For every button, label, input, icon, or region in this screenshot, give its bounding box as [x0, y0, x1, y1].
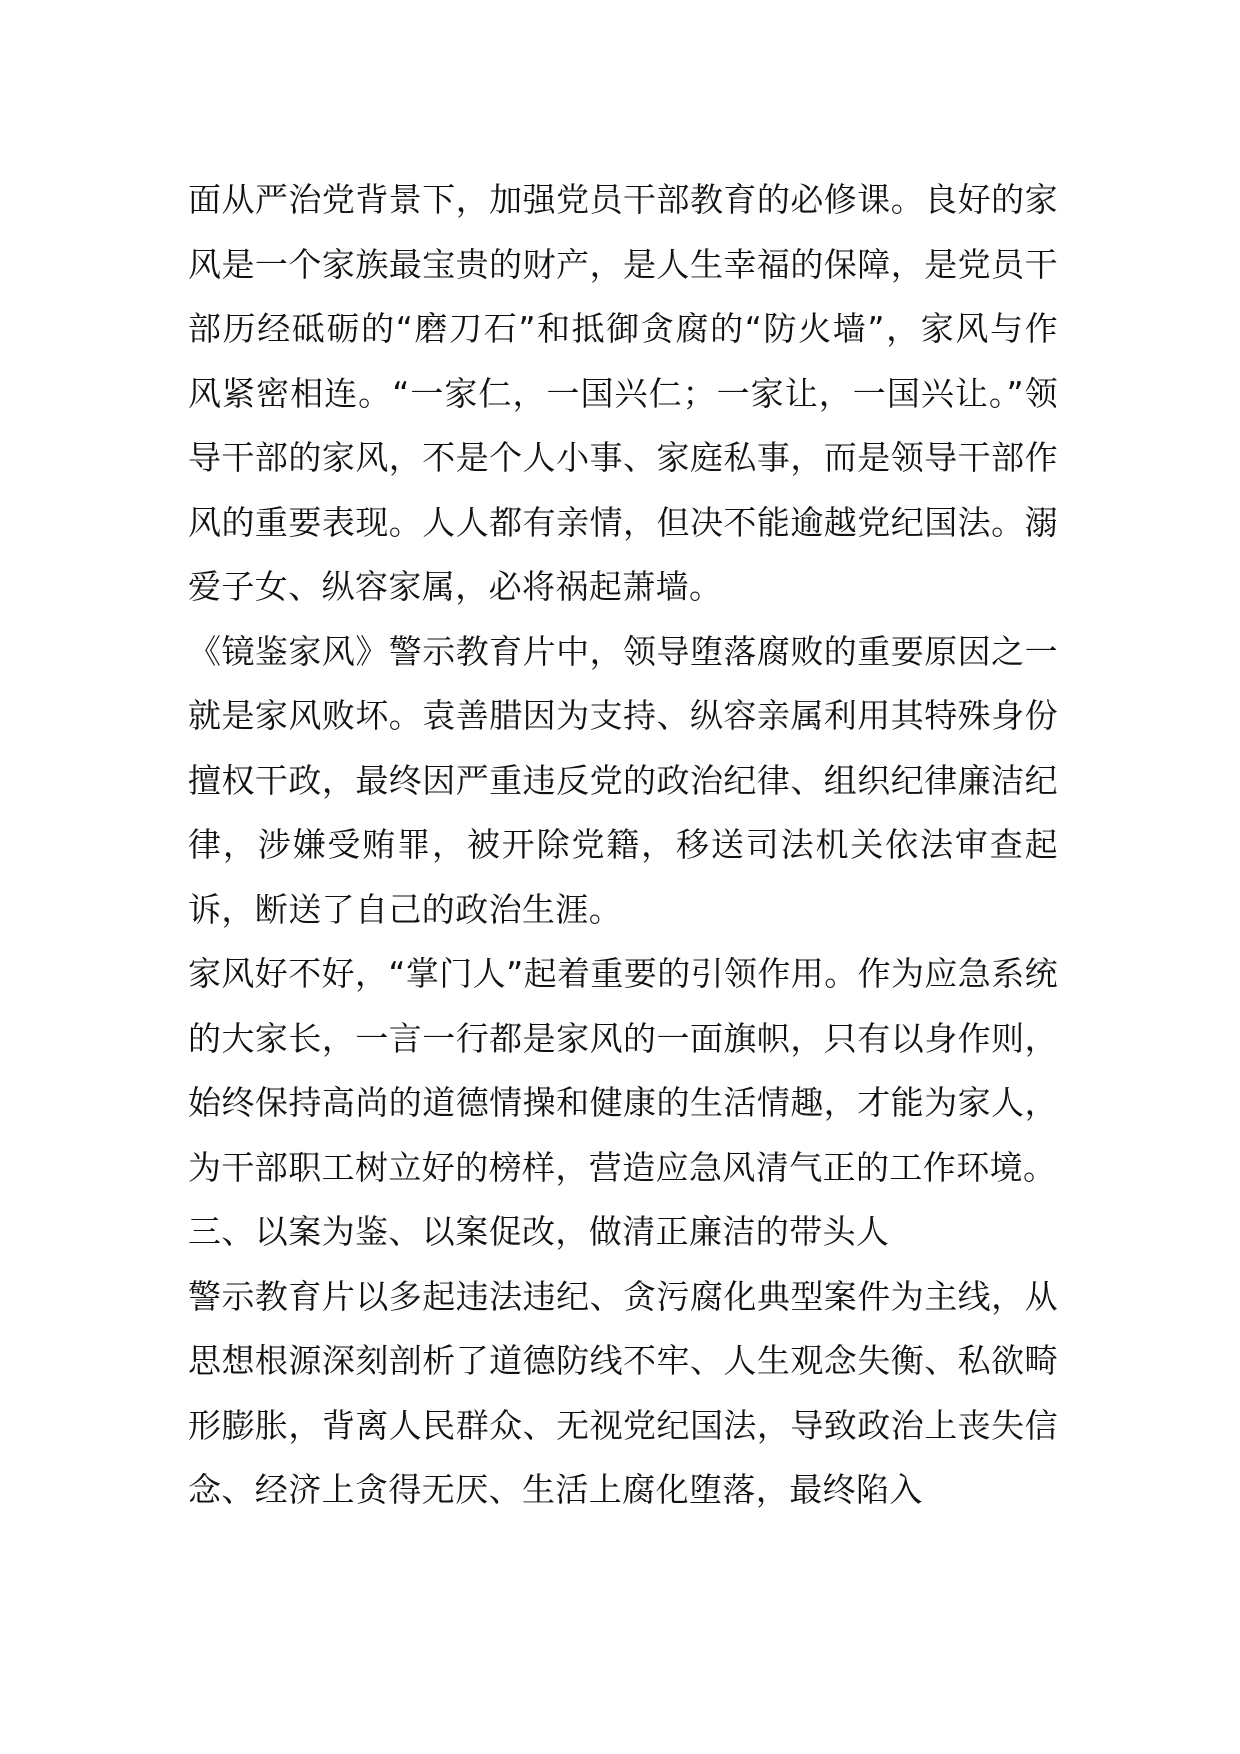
section-heading: 三、以案为鉴、以案促改，做清正廉洁的带头人 [188, 1212, 890, 1251]
paragraph-leadership-role: 家风好不好，“掌门人”起着重要的引领作用。作为应急系统的大家长，一言一行都是家风的一面旗帜，只有以身作则，始终保持高尚的道德情操和健康的生活情趣，才能为家人，为干部职工树立好的榜样，营造应急风清气正的工作环境。 [188, 954, 1058, 1187]
paragraph-case-study: 《镜鉴家风》警示教育片中，领导堕落腐败的重要原因之一就是家风败坏。袁善腊因为支持、纵容亲属利用其特殊身份擅权干政，最终因严重违反党的政治纪律、组织纪律廉洁纪律，涉嫌受贿罪，被开除党籍，移送司法机关依法审查起诉，断送了自己的政治生涯。 [188, 631, 1058, 929]
paragraph-family-style: 面从严治党背景下，加强党员干部教育的必修课。良好的家风是一个家族最宝贵的财产，是人生幸福的保障，是党员干部历经砥砺的“磨刀石”和抵御贪腐的“防火墙”，家风与作风紧密相连。“一家仁，一国兴仁；一家让，一国兴让。”领导干部的家风，不是个人小事、家庭私事，而是领导干部作风的重要表现。人人都有亲情，但决不能逾越党纪国法。溺爱子女、纵容家属，必将祸起萧墙。 [188, 180, 1058, 606]
paragraph-warning-education: 警示教育片以多起违法违纪、贪污腐化典型案件为主线，从思想根源深刻剖析了道德防线不牢、人生观念失衡、私欲畸形膨胀，背离人民群众、无视党纪国法，导致政治上丧失信念、经济上贪得无厌、生活上腐化堕落，最终陷入 [188, 1276, 1058, 1509]
document-body [188, 168, 1058, 1523]
